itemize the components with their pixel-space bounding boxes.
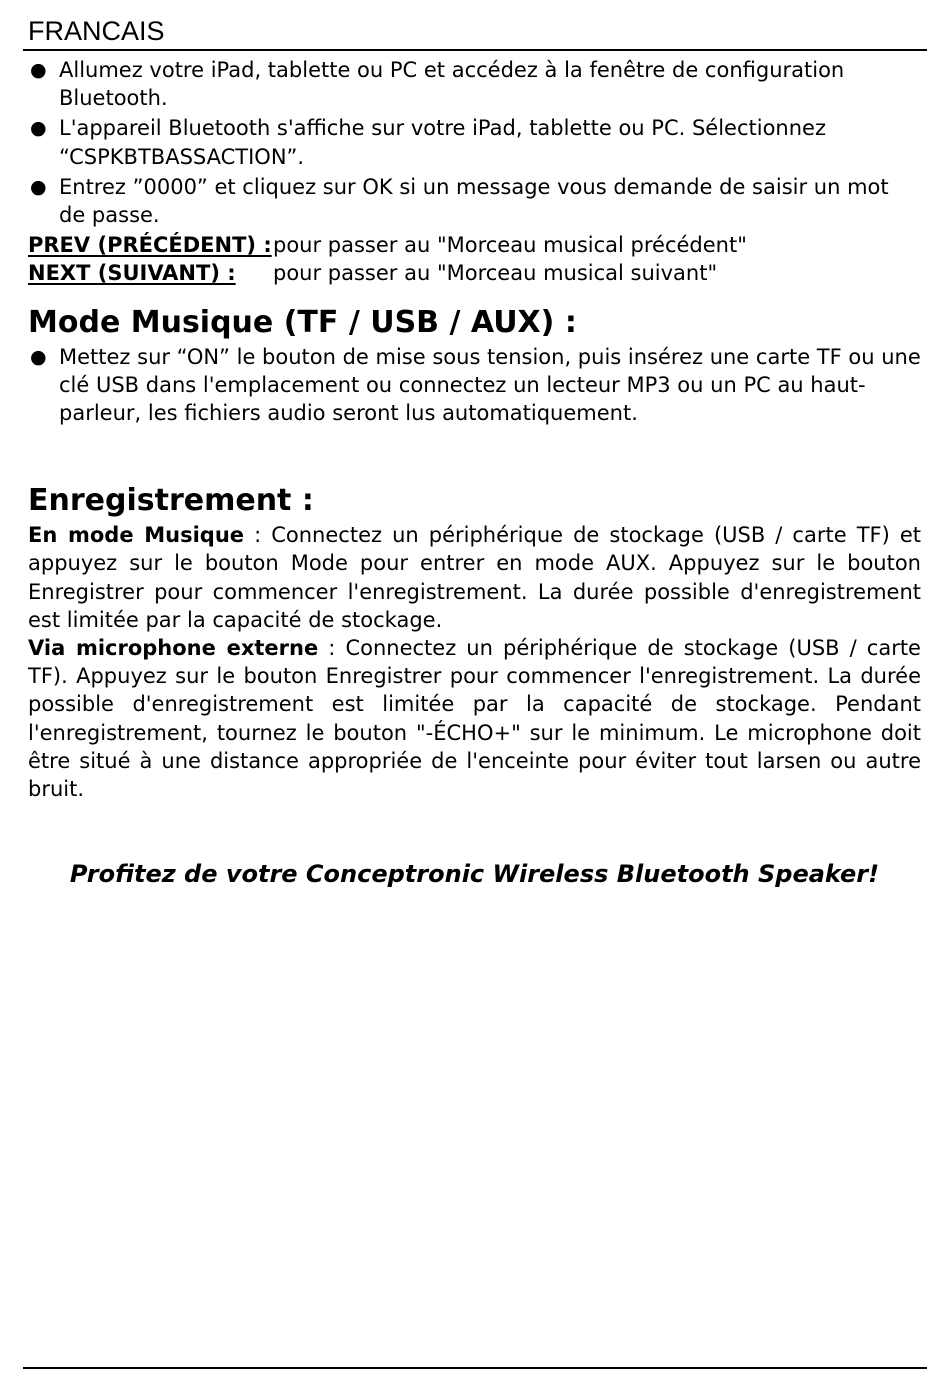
footer-divider [23,1367,927,1369]
recording-music-paragraph [28,521,921,634]
control-prev-desc: pour passer au "Morceau musical précédent" [273,233,747,258]
list-item [28,343,921,428]
control-prev-key: PREV (PRÉCÉDENT) : [28,233,272,258]
music-mode-heading: Mode Musique (TF / USB / AUX) : [28,304,577,340]
bluetooth-steps-list [28,56,921,229]
language-label: FRANCAIS [28,16,165,46]
bluetooth-step-2: L'appareil Bluetooth s'affiche sur votre iPad, tablette ou PC. Sélectionnez “CSPKBTBASSACTION”. [59,116,826,169]
document-body [28,56,921,890]
control-prev [28,231,921,259]
recording-mic-paragraph [28,634,921,803]
bullet-icon: ● [30,175,47,198]
recording-mic-lead: Via microphone externe [28,636,319,661]
closing-line: Profitez de votre Conceptronic Wireless Bluetooth Speaker! [69,860,880,889]
bullet-icon: ● [30,117,47,140]
recording-mic-text: : Connectez un périphérique de stockage (USB / carte TF). Appuyez sur le bouton Enregistrer pour commencer l'enregistrement. La durée possible d'enregistrement est limitée par la capacité de stockage. Pendant l'enregistrement, tournez le bouton "-ÉCHO+" sur le minimum. Le microphone doit être situé à une distance appropriée de l'enceinte pour éviter tout larsen ou autre bruit. [28,636,921,802]
bullet-icon: ● [30,345,47,368]
list-item [28,56,921,112]
control-next [28,259,921,287]
control-next-key: NEXT (SUIVANT) : [28,261,236,286]
bluetooth-step-3: Entrez ”0000” et cliquez sur OK si un message vous demande de saisir un mot de passe. [59,174,889,228]
music-mode-text: Mettez sur “ON” le bouton de mise sous tension, puis insérez une carte TF ou une clé USB dans l'emplacement ou connectez un lecteur MP3 ou un PC au haut-parleur, les fichiers audio seront lus automatiquement. [59,344,921,426]
list-item [28,173,921,229]
bullet-icon: ● [30,59,47,81]
list-item [28,114,921,170]
page-header [23,12,927,51]
music-mode-list [28,343,921,428]
control-next-desc: pour passer au "Morceau musical suivant" [273,261,718,286]
bluetooth-step-1: Allumez votre iPad, tablette ou PC et accédez à la fenêtre de configuration Bluetooth. [59,58,845,111]
recording-heading: Enregistrement : [28,483,314,519]
recording-music-lead: En mode Musique [28,523,245,548]
recording-music-text: : Connectez un périphérique de stockage (USB / carte TF) et appuyez sur le bouton Mode pour entrer en mode AUX. Appuyez sur le bouton Enregistrer pour commencer l'enregistrement. La durée possible d'enregistrement est limitée par la capacité de stockage. [28,523,921,632]
